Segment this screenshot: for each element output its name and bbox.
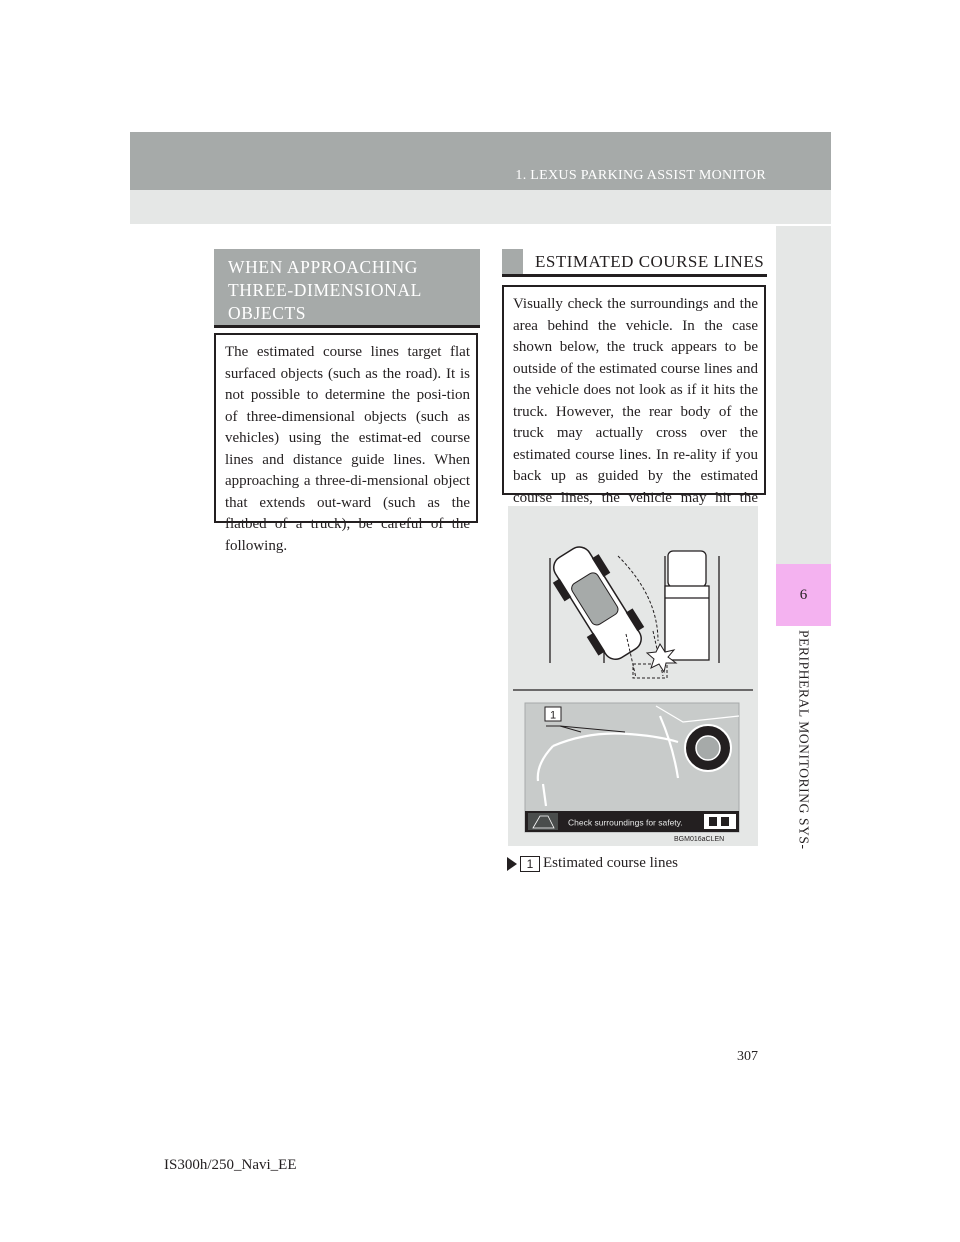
left-heading <box>214 249 480 325</box>
page-number: 307 <box>737 1049 758 1064</box>
illustration-svg <box>508 506 758 846</box>
right-heading: ESTIMATED COURSE LINES <box>535 252 765 271</box>
chapter-number: 6 <box>799 587 808 603</box>
footer-model-code: IS300h/250_Navi_EE <box>164 1157 297 1173</box>
left-body-text: The estimated course lines target flat surfaced objects (such as the road). It is not possible to determine the posi-tion of three-dimensional objects (such as vehicles) using the estimat-ed course lines and distance guide lines. When approaching a three-di-mensional object that extends out-ward (such as the flatbed of a truck), be careful of the following. <box>225 344 470 554</box>
right-heading-bar <box>502 249 767 277</box>
right-body-box <box>502 285 766 506</box>
side-tab-background <box>776 226 831 564</box>
figure-caption <box>507 855 678 872</box>
left-heading-line: THREE-DIMENSIONAL <box>228 280 422 300</box>
chapter-label: PERIPHERAL MONITORING SYS- <box>796 630 812 850</box>
screen-message: Check surroundings for safety. <box>568 817 683 828</box>
right-body-text: Visually check the surroundings and the area behind the vehicle. In the case shown below, the truck appears to be outside of the estimated course lines and the vehicle does not look as if it hits the truck. However, the rear body of the truck may actually cross over the estimated course lines. In re-ality if you back up as guided by the estimated course lines, the vehicle may hit the <box>513 296 758 506</box>
left-body-box <box>214 333 478 554</box>
caption-text: Estimated course lines <box>543 855 678 871</box>
car-icon <box>543 539 651 668</box>
heading-marker <box>502 249 523 274</box>
left-heading-line: OBJECTS <box>228 303 307 323</box>
course-lines-illustration <box>508 506 758 846</box>
caption-number: 1 <box>520 856 540 872</box>
figure-callout-number: 1 <box>549 709 557 722</box>
chapter-tab <box>776 564 831 626</box>
left-heading-line: WHEN APPROACHING <box>228 257 418 277</box>
figure-code: BGM016aCLEN <box>674 836 725 843</box>
truck-icon <box>665 551 709 660</box>
section-title: 1. LEXUS PARKING ASSIST MONITOR <box>515 168 766 183</box>
arrow-right-icon <box>507 857 517 871</box>
header-subband <box>130 190 831 224</box>
left-heading-box <box>214 249 480 328</box>
